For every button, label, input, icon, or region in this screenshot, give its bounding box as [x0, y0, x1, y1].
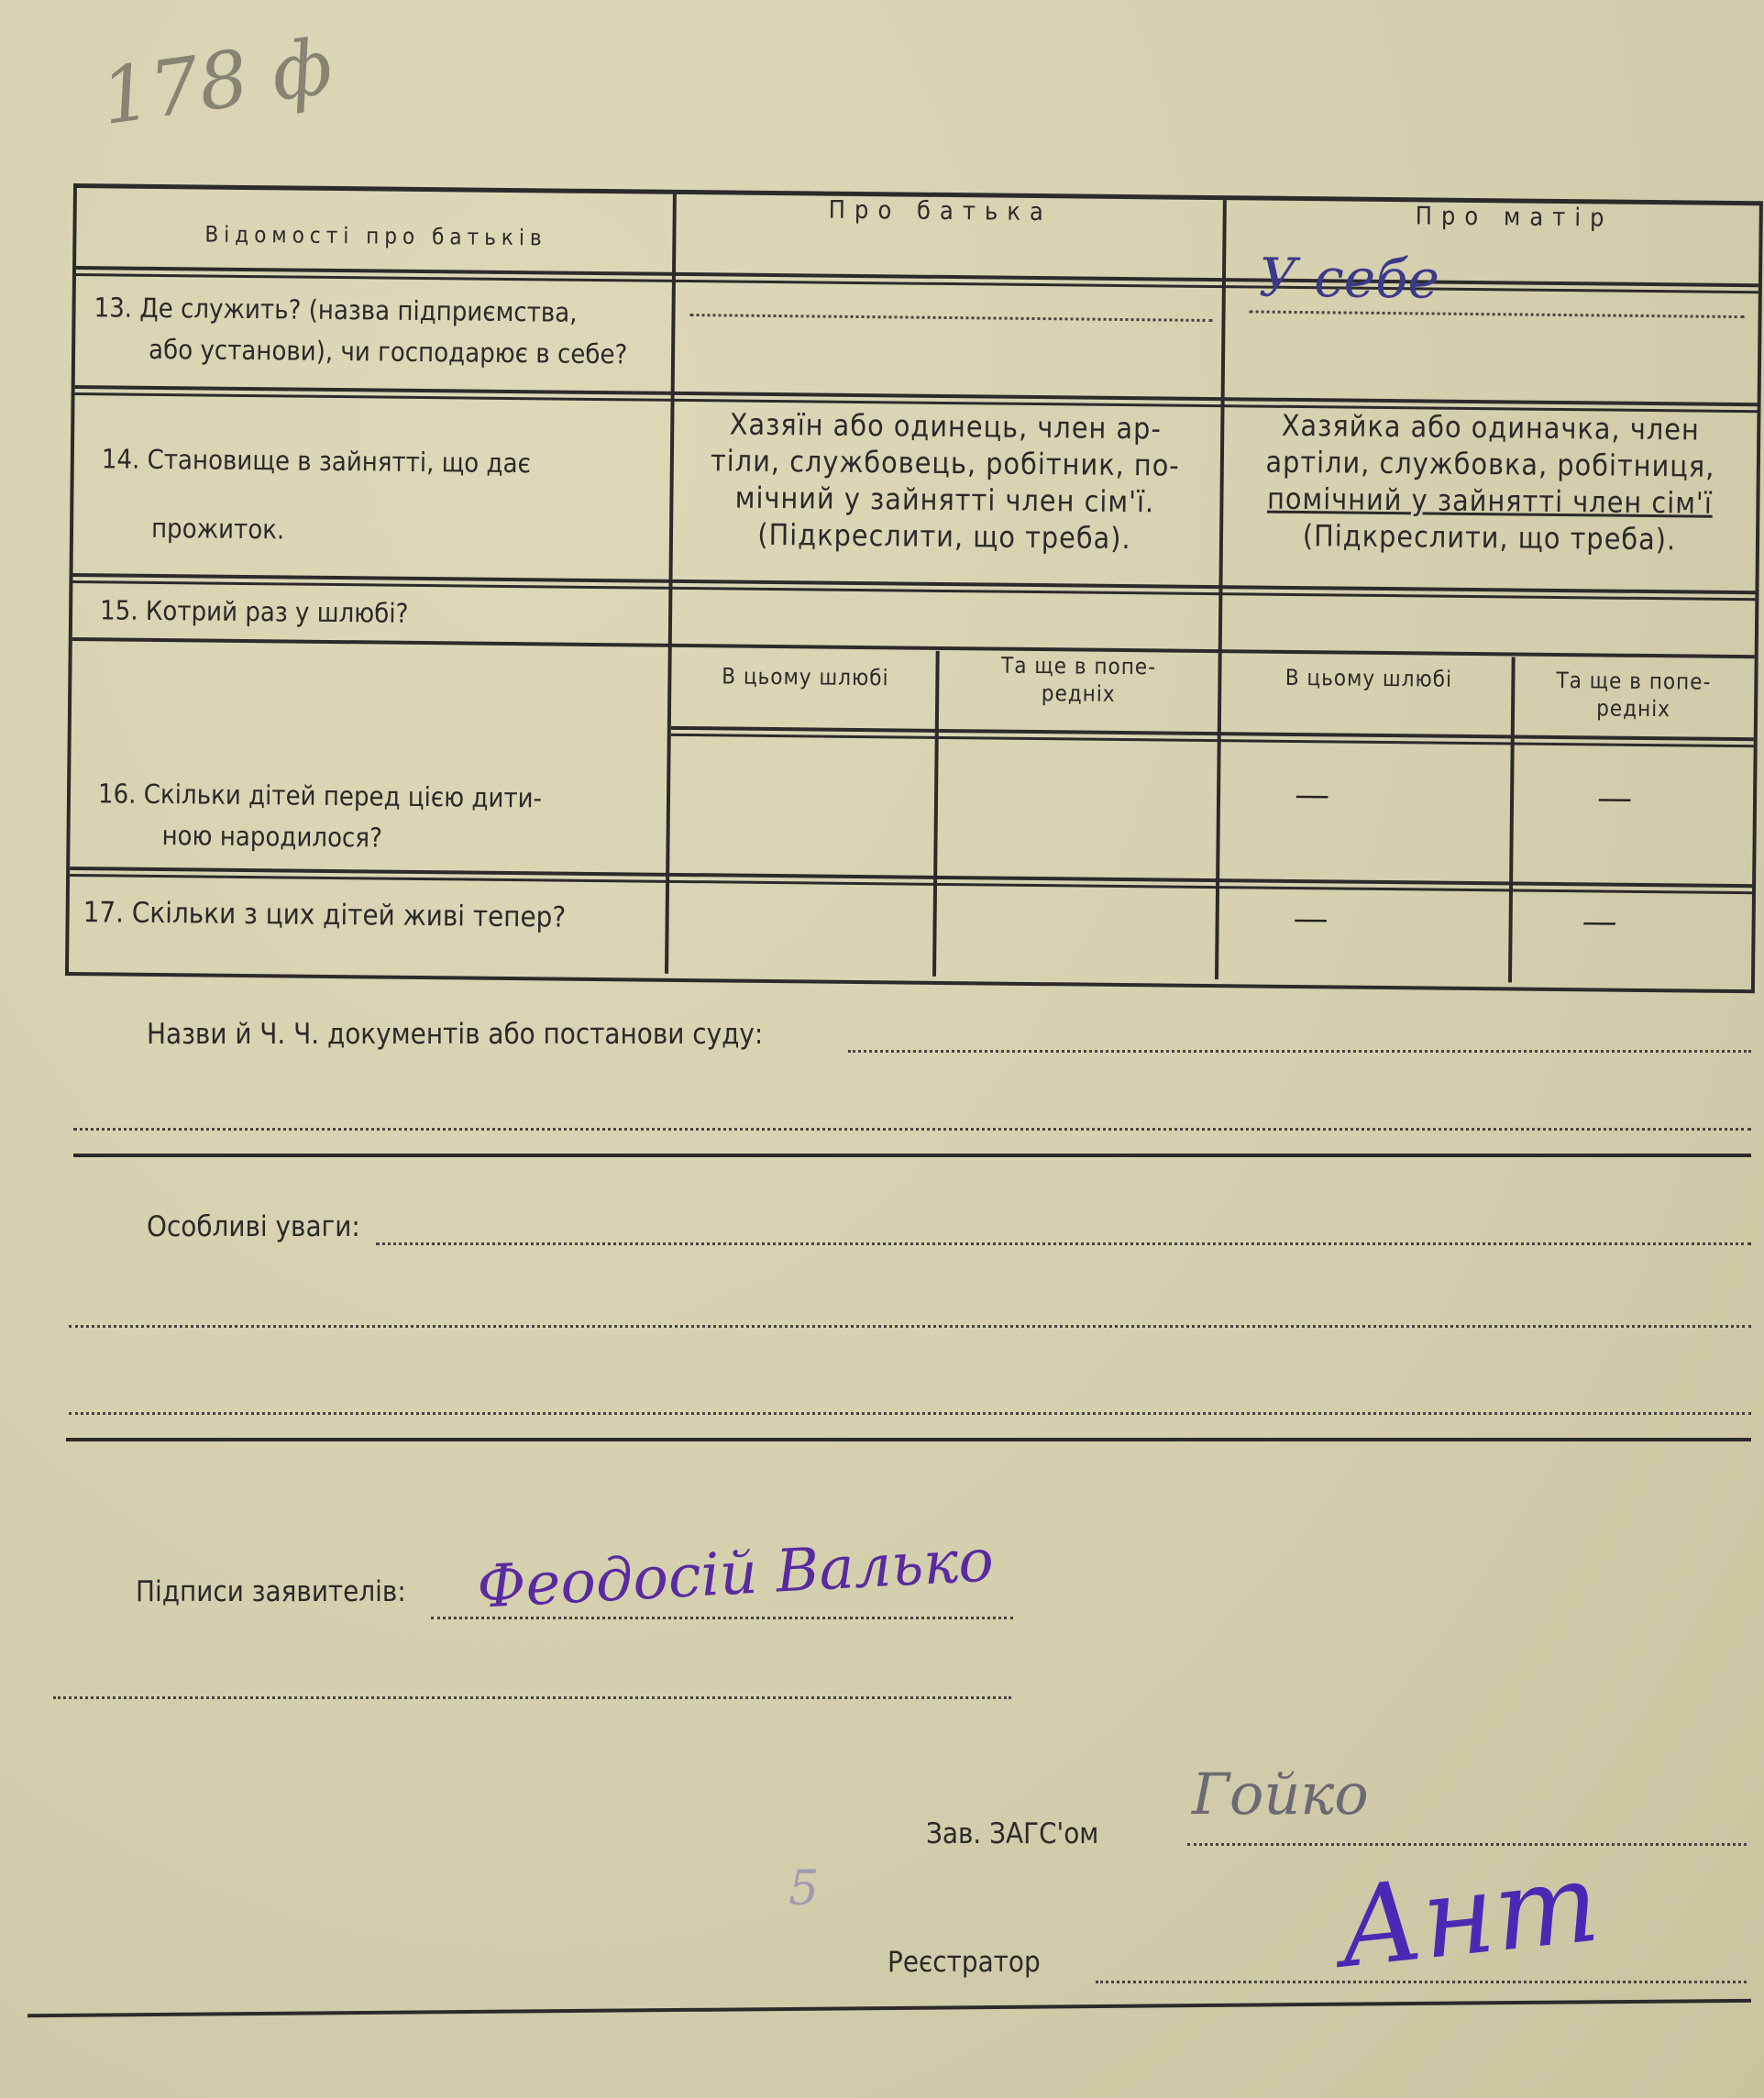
- question-16-line2: ною народилося?: [161, 820, 383, 854]
- father-occupation-options: [678, 405, 1212, 558]
- father-option-line1: Хазяїн або одинець, член ар-: [729, 406, 1163, 447]
- header-about-father: Про батька: [828, 195, 1053, 227]
- documents-label: Назви й Ч. Ч. документів або постанови суду:: [147, 1018, 764, 1051]
- father-this-marriage-header: В цьому шлюбі: [722, 663, 889, 691]
- mother-this-marriage-header: В цьому шлюбі: [1284, 664, 1453, 692]
- header-parents-info: Відомості про батьків: [204, 221, 547, 251]
- signatures-line-1: [431, 1617, 1013, 1619]
- bottom-separator: [28, 1999, 1751, 2017]
- mother-option-line1: Хазяйка або одиначка, член: [1281, 407, 1700, 447]
- answer-17-mother-prev: —: [1582, 900, 1617, 942]
- answer-13-mother: У себе: [1258, 246, 1440, 311]
- father-previous-header: Та ще в попе- редніх: [1000, 652, 1157, 707]
- mother-option-line2: артіли, службовка, робітниця,: [1265, 444, 1715, 484]
- answer-17-mother-this: —: [1293, 897, 1329, 939]
- notes-line-3: [69, 1412, 1751, 1415]
- mother-option-line3-underlined: помічний у зайнятті член сім'ї: [1266, 480, 1714, 521]
- father-option-line3: мічний у зайнятті член сім'ї.: [734, 480, 1155, 520]
- father-option-line4: (Підкреслити, що треба).: [757, 516, 1131, 557]
- answer-13-mother-line: [1250, 310, 1745, 318]
- registrar-label: Реєстратор: [888, 1946, 1041, 1979]
- notes-label: Особливі уваги:: [147, 1210, 360, 1243]
- documents-line-2: [73, 1128, 1751, 1131]
- registrar-signature-line: [1096, 1981, 1747, 1983]
- documents-line-1: [848, 1050, 1751, 1053]
- archive-number: 178 ф: [95, 20, 338, 143]
- question-14-line1: 14. Становище в зайнятті, що дає: [101, 443, 532, 480]
- notes-line-1: [376, 1242, 1751, 1245]
- head-signature-line: [1187, 1843, 1747, 1846]
- registrar-signature: Ант: [1332, 1839, 1605, 1993]
- answer-16-mother-prev: —: [1596, 777, 1633, 818]
- notes-separator: [66, 1438, 1751, 1441]
- header-about-mother: Про матір: [1415, 202, 1614, 233]
- col-divider-mother-sub: [1508, 657, 1516, 982]
- question-13-line2: або установи), чи господарює в себе?: [148, 333, 628, 370]
- question-15: 15. Котрий раз у шлюбі?: [99, 594, 409, 629]
- signatures-label: Підписи заявителів:: [136, 1575, 406, 1608]
- parents-info-table: [65, 183, 1763, 993]
- head-signature: Гойко: [1192, 1761, 1369, 1827]
- question-14-line2: прожиток.: [150, 512, 285, 546]
- question-17: 17. Скільки з цих дітей живі тепер?: [83, 896, 567, 934]
- head-label: Зав. ЗАГС'ом: [926, 1817, 1099, 1850]
- signatures-line-2: [53, 1696, 1011, 1699]
- applicant-signature: Феодосій Валько: [475, 1527, 996, 1622]
- row-line-15: [72, 637, 1755, 658]
- question-16-line1: 16. Скільки дітей перед цією дити-: [97, 778, 543, 814]
- col-divider-2: [1215, 200, 1227, 979]
- question-13-line1: 13. Де служить? (назва підприємства,: [94, 292, 578, 328]
- mother-previous-header: Та ще в попе- редніх: [1556, 667, 1712, 723]
- father-option-line2: тіли, службовець, робітник, по-: [710, 443, 1180, 483]
- col-divider-1: [665, 194, 677, 974]
- notes-line-2: [69, 1325, 1751, 1328]
- col-divider-father-sub: [932, 651, 940, 977]
- documents-separator: [73, 1154, 1751, 1157]
- answer-16-mother-this: —: [1294, 773, 1330, 815]
- answer-13-father-line: [690, 314, 1213, 322]
- mother-option-line4: (Підкреслити, що треба).: [1302, 518, 1677, 558]
- stamp-mark: 5: [788, 1861, 820, 1916]
- mother-occupation-options: [1230, 406, 1750, 558]
